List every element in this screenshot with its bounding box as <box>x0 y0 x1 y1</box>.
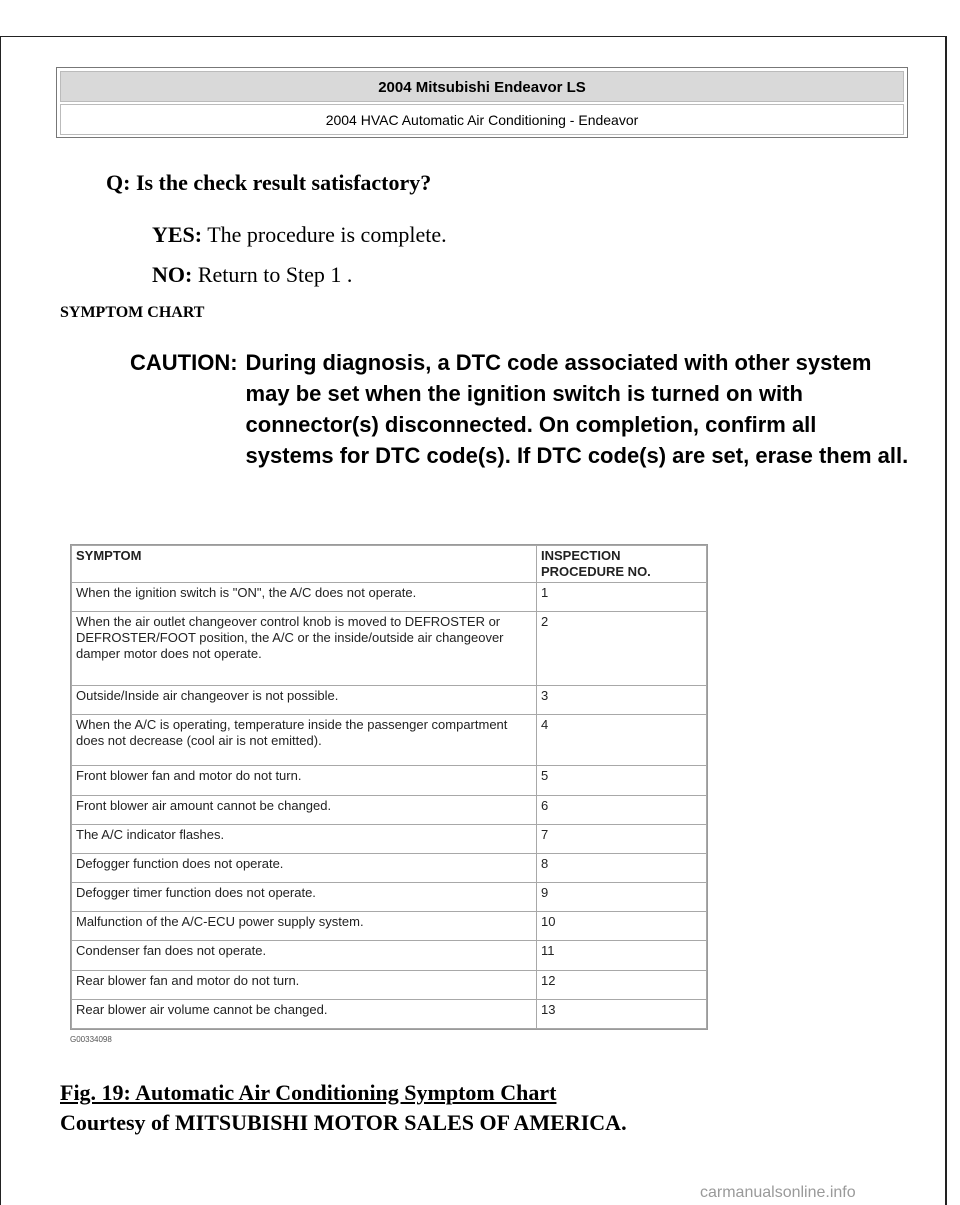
answer-no-text: Return to Step 1 . <box>192 262 353 287</box>
symptom-table <box>71 545 707 1029</box>
symptom-cell: Front blower air amount cannot be changed. <box>72 795 537 824</box>
answer-no-label: NO: <box>152 262 193 287</box>
watermark: carmanualsonline.info <box>700 1184 856 1201</box>
procedure-no-cell: 6 <box>537 795 707 824</box>
table-row <box>72 714 707 765</box>
symptom-cell: Rear blower air volume cannot be changed. <box>72 999 537 1028</box>
procedure-no-cell: 10 <box>537 912 707 941</box>
table-row <box>72 583 707 612</box>
symptom-cell: The A/C indicator flashes. <box>72 824 537 853</box>
procedure-no-cell: 9 <box>537 883 707 912</box>
answer-yes-label: YES: <box>152 222 203 247</box>
courtesy-line: Courtesy of MITSUBISHI MOTOR SALES OF AMERICA. <box>60 1110 627 1135</box>
answer-yes-text: The procedure is complete. <box>202 222 447 247</box>
symptom-cell: Defogger function does not operate. <box>72 853 537 882</box>
table-row <box>72 766 707 795</box>
symptom-cell: Front blower fan and motor do not turn. <box>72 766 537 795</box>
procedure-no-cell: 3 <box>537 685 707 714</box>
table-row <box>72 912 707 941</box>
procedure-no-cell: 13 <box>537 999 707 1028</box>
procedure-no-cell: 1 <box>537 583 707 612</box>
table-row <box>72 941 707 970</box>
table-row <box>72 883 707 912</box>
symptom-chart <box>70 544 708 1030</box>
answer-no <box>152 262 352 288</box>
procedure-no-cell: 7 <box>537 824 707 853</box>
symptom-cell: Condenser fan does not operate. <box>72 941 537 970</box>
symptom-cell: When the air outlet changeover control knob is moved to DEFROSTER or DEFROSTER/FOOT position, the A/C or the inside/outside air changeover damper motor does not operate. <box>72 612 537 686</box>
procedure-no-cell: 2 <box>537 612 707 686</box>
caution-label: CAUTION: <box>130 350 238 375</box>
symptom-cell: When the ignition switch is "ON", the A/C does not operate. <box>72 583 537 612</box>
table-row <box>72 853 707 882</box>
header-procedure-no: INSPECTION PROCEDURE NO. <box>537 546 707 583</box>
symptom-cell: Outside/Inside air changeover is not possible. <box>72 685 537 714</box>
procedure-no-cell: 4 <box>537 714 707 765</box>
symptom-cell: Malfunction of the A/C-ECU power supply system. <box>72 912 537 941</box>
symptom-cell: When the A/C is operating, temperature inside the passenger compartment does not decrease (cool air is not emitted). <box>72 714 537 765</box>
caution-text: During diagnosis, a DTC code associated with other system may be set when the ignition switch is turned on with connector(s) disconnected. On completion, confirm all systems for DTC code(s). If DTC code(s) are set, erase them all. <box>245 350 909 468</box>
figure-caption[interactable]: Fig. 19: Automatic Air Conditioning Symptom Chart <box>60 1080 557 1105</box>
table-header-row <box>72 546 707 583</box>
caution-note <box>130 347 910 471</box>
header-subtitle: 2004 HVAC Automatic Air Conditioning - Endeavor <box>60 104 904 135</box>
header-title: 2004 Mitsubishi Endeavor LS <box>60 71 904 102</box>
table-row <box>72 795 707 824</box>
table-row <box>72 685 707 714</box>
procedure-no-cell: 8 <box>537 853 707 882</box>
procedure-no-cell: 5 <box>537 766 707 795</box>
section-heading: SYMPTOM CHART <box>60 304 205 321</box>
table-row <box>72 612 707 686</box>
table-row <box>72 999 707 1028</box>
header-symptom: SYMPTOM <box>72 546 537 583</box>
table-row <box>72 824 707 853</box>
table-body <box>72 583 707 1029</box>
procedure-no-cell: 12 <box>537 970 707 999</box>
question-text: Q: Is the check result satisfactory? <box>106 170 432 195</box>
figure-code: G00334098 <box>70 1035 112 1044</box>
procedure-no-cell: 11 <box>537 941 707 970</box>
symptom-cell: Rear blower fan and motor do not turn. <box>72 970 537 999</box>
answer-yes <box>152 222 447 248</box>
symptom-cell: Defogger timer function does not operate. <box>72 883 537 912</box>
table-row <box>72 970 707 999</box>
document-header <box>56 67 908 138</box>
